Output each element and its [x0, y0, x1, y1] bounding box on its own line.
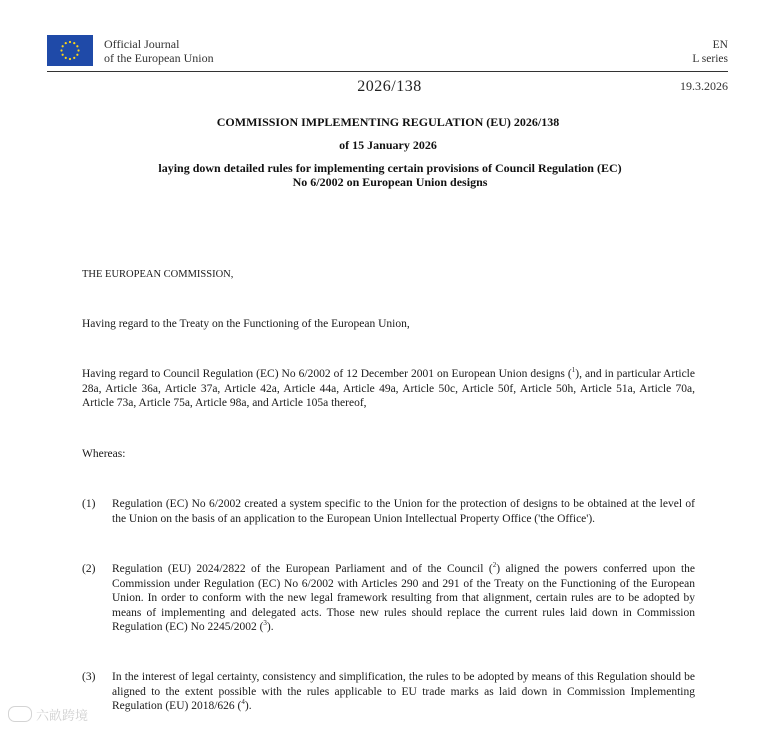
footnote-ref-3[interactable]: 3	[263, 619, 267, 628]
recital-number: (3)	[82, 671, 96, 683]
citation-text-a: Having regard to Council Regulation (EC) No 6/2002 of 12 December 2001 on European Union designs	[82, 368, 565, 380]
journal-line-1: Official Journal	[104, 37, 180, 51]
watermark-logo-icon	[8, 706, 32, 722]
language-series	[692, 38, 728, 66]
description-line-2: No 6/2002 on European Union designs	[292, 175, 488, 189]
recital-text-a: Regulation (EU) 2024/2822 of the European Parliament and of the Council	[112, 563, 484, 575]
recital-text-a: In the interest of legal certainty, consistency and simplification, the rules to be adopted by means of this Regulation should be aligned to the extent possible with the rules applicable to EU trade marks as laid down in Commission Implementing Regulation (EU) 2018/626	[112, 671, 695, 712]
recital-2	[82, 562, 695, 635]
recital-text: Regulation (EU) 2024/2822 of the European Parliament and of the Council ($^2$) aligned the powers conferred upon the Commission under Regulation (EC) No 6/2002 with Articles 290 and 291 of the Treaty on the Functioning of the European Union. In order to conform with the new legal framework resulting from that alignment, certain rules are to be adopted by means of implementing and delegated acts. Those new rules should replace the current rules laid down in Commission Regulation (EC) No 2245/2002 ($^3$).	[112, 561, 695, 633]
recital-text: Regulation (EC) No 6/2002 created a system specific to the Union for the protection of designs to be obtained at the level of the Union on the basis of an application to the European Union Intellectual Property Office ('the Office').	[112, 498, 695, 525]
recital-number: (1)	[82, 498, 96, 510]
journal-name	[104, 37, 214, 65]
eu-flag-icon	[47, 35, 93, 66]
language-code: EN	[712, 39, 728, 51]
treaty-citation: Having regard to the Treaty on the Functioning of the European Union,	[82, 318, 410, 330]
recital-1	[82, 497, 695, 526]
header-divider	[47, 71, 728, 72]
whereas-heading: Whereas:	[82, 448, 126, 460]
watermark-text: 六畝跨境	[36, 709, 89, 724]
regulation-title: COMMISSION IMPLEMENTING REGULATION (EU) 2026/138	[216, 115, 560, 129]
recital-3	[82, 670, 695, 714]
journal-line-2: of the European Union	[104, 51, 214, 65]
watermark	[8, 705, 88, 724]
recital-number: (2)	[82, 563, 96, 575]
regulation-date: of 15 January 2026	[339, 138, 437, 152]
commission-heading: THE EUROPEAN COMMISSION,	[82, 269, 234, 280]
recital-text: In the interest of legal certainty, consistency and simplification, the rules to be adopted by means of this Regulation should be aligned to the extent possible with the rules applicable to EU trade marks as laid down in Commission Implementing Regulation (EU) 2018/626 ($^4$).	[112, 671, 695, 712]
document-number: 2026/138	[357, 78, 422, 95]
recital-text-b: .	[248, 700, 252, 712]
footnote-ref-2[interactable]: 2	[492, 561, 497, 570]
journal-header	[47, 35, 728, 71]
recital-text-b: aligned the powers conferred upon the Commission under Regulation (EC) No 6/2002 with Articles 290 and 291 of the Treaty on the Functioning of the European Union. In order to conform with the new legal framework resulting from that alignment, certain rules are to be adopted by means of implementing and delegated acts. Those new rules should replace the current rules laid down in Commission Regulation (EC) No 2245/2002	[112, 563, 695, 633]
footnote-ref-4[interactable]: 4	[241, 698, 245, 707]
regulation-description	[140, 161, 640, 189]
footnote-ref-1[interactable]: 1	[571, 366, 576, 375]
publication-date: 19.3.2026	[680, 79, 728, 93]
citation-text-b: , and in particular Article 28a, Article 36a, Article 37a, Article 42a, Article 44a, Article 49a, Article 50c, Article 50f, Article 50h, Article 51a, Article 70a, Article 73a, Article 75a, Article 98a, and Article 105a thereof,	[82, 368, 695, 409]
series-label: L series	[692, 53, 728, 65]
description-line-1: laying down detailed rules for implementing certain provisions of Council Regulation (EC)	[158, 161, 622, 175]
council-regulation-citation: Having regard to Council Regulation (EC) No 6/2002 of 12 December 2001 on European Union designs ($^1$), and in particular Article 28a, Article 36a, Article 37a, Article 42a, Article 44a, Article 49a, Article 50c, Article 50f, Article 50h, Article 51a, Article 70a, Article 73a, Article 75a, Article 98a, and Article 105a thereof,	[82, 366, 695, 409]
recital-text-c: .	[270, 621, 274, 633]
